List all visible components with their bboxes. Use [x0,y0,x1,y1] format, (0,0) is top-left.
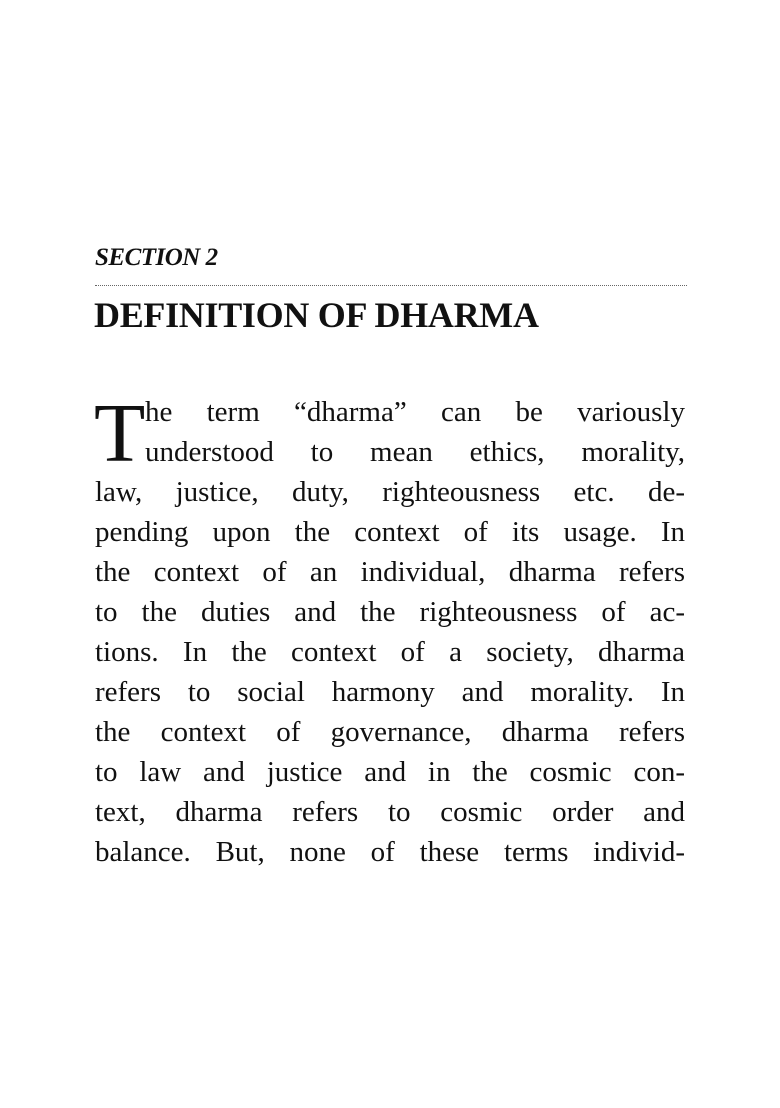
text-line: understood to mean ethics, morality, [145,436,685,468]
text-line: to law and justice and in the cosmic con- [95,756,685,788]
text-line: pending upon the context of its usage. In [95,516,685,548]
text-line: the context of governance, dharma refers [95,716,685,748]
drop-cap: T [94,387,146,480]
text-line: tions. In the context of a society, dharma [95,636,685,668]
body-paragraph [94,387,685,872]
section-title: DEFINITION OF DHARMA [94,295,539,335]
dotted-divider [95,285,687,286]
section-label: SECTION 2 [95,244,218,271]
text-line: balance. But, none of these terms individ- [95,836,685,868]
text-line: the context of an individual, dharma refers [95,556,685,588]
text-line: refers to social harmony and morality. In [95,676,685,708]
text-line: law, justice, duty, righteousness etc. de- [95,476,685,508]
text-line: to the duties and the righteousness of ac- [95,596,685,628]
text-line: text, dharma refers to cosmic order and [95,796,685,828]
text-line: he term “dharma” can be variously [145,396,685,428]
